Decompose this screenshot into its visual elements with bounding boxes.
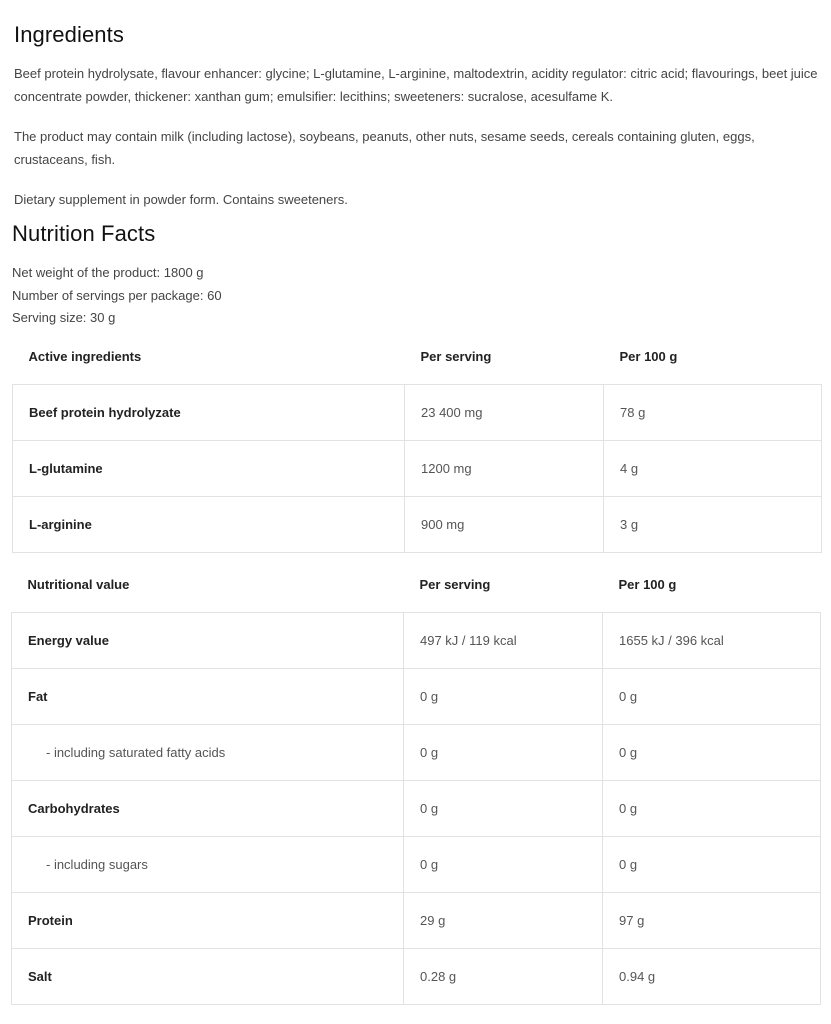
- row-per-100g: 0 g: [603, 837, 821, 893]
- table-row: [12, 725, 821, 781]
- servings-per-package: Number of servings per package: 60: [12, 287, 222, 303]
- row-name: - including sugars: [12, 837, 404, 893]
- row-per-serving: 0 g: [404, 781, 603, 837]
- row-per-serving: 900 mg: [405, 497, 604, 553]
- row-name: Beef protein hydrolyzate: [13, 385, 405, 441]
- column-header-name: Active ingredients: [28, 348, 142, 364]
- row-per-100g: 0 g: [603, 669, 821, 725]
- row-per-100g: 3 g: [604, 497, 822, 553]
- row-per-serving: 1200 mg: [405, 441, 604, 497]
- column-header-per-serving: Per serving: [420, 348, 492, 364]
- row-name: L-arginine: [13, 497, 405, 553]
- row-per-100g: 0 g: [603, 781, 821, 837]
- table-row: [12, 781, 821, 837]
- net-weight: Net weight of the product: 1800 g: [12, 265, 204, 280]
- ingredients-heading: Ingredients: [14, 22, 124, 47]
- row-name: Energy value: [12, 613, 404, 669]
- row-per-100g: 1655 kJ / 396 kcal: [603, 613, 821, 669]
- row-name: Fat: [12, 669, 404, 725]
- row-per-serving: 0 g: [404, 669, 603, 725]
- row-name: Carbohydrates: [12, 781, 404, 837]
- row-per-100g: 78 g: [604, 385, 822, 441]
- supplement-note: Dietary supplement in powder form. Contains sweeteners.: [14, 192, 348, 207]
- row-per-serving: 29 g: [404, 893, 603, 949]
- row-name: L-glutamine: [13, 441, 405, 497]
- table-row: [12, 669, 821, 725]
- serving-size: Serving size: 30 g: [12, 310, 116, 325]
- row-per-100g: 4 g: [604, 441, 822, 497]
- row-per-100g: 0 g: [603, 725, 821, 781]
- table-row: [13, 385, 822, 441]
- active-ingredients-table: [12, 328, 822, 553]
- nutrition-facts-heading: Nutrition Facts: [12, 221, 156, 246]
- table-row: [12, 893, 821, 949]
- row-per-serving: 0 g: [404, 837, 603, 893]
- row-per-serving: 23 400 mg: [405, 385, 604, 441]
- table-row: [12, 613, 821, 669]
- allergen-statement: The product may contain milk (including lactose), soybeans, peanuts, other nuts, sesame seeds, cereals containing gluten, eggs, crustaceans, fish.: [14, 129, 755, 167]
- row-per-serving: 0.28 g: [404, 949, 603, 1005]
- column-header-per-100g: Per 100 g: [619, 348, 678, 364]
- column-header-per-100g: Per 100 g: [618, 576, 677, 592]
- table-header-row: [12, 556, 821, 613]
- column-header-per-serving: Per serving: [419, 576, 491, 592]
- table-row: [13, 497, 822, 553]
- table-header-row: [13, 328, 822, 385]
- row-per-serving: 0 g: [404, 725, 603, 781]
- column-header-name: Nutritional value: [27, 576, 130, 592]
- row-name: - including saturated fatty acids: [12, 725, 404, 781]
- row-per-serving: 497 kJ / 119 kcal: [404, 613, 603, 669]
- row-per-100g: 0.94 g: [603, 949, 821, 1005]
- package-facts: [12, 262, 222, 330]
- row-per-100g: 97 g: [603, 893, 821, 949]
- ingredients-composition: Beef protein hydrolysate, flavour enhancer: glycine; L-glutamine, L-arginine, maltodextrin, acidity regulator: citric acid; flavourings, beet juice concentrate powder, thickener: xanthan gum; emulsifier: lecithins; sweeteners: sucralose, acesulfame K.: [14, 66, 818, 104]
- table-row: [12, 949, 821, 1005]
- row-name: Protein: [12, 893, 404, 949]
- row-name: Salt: [12, 949, 404, 1005]
- table-row: [12, 837, 821, 893]
- nutritional-value-table: [11, 556, 821, 1005]
- table-row: [13, 441, 822, 497]
